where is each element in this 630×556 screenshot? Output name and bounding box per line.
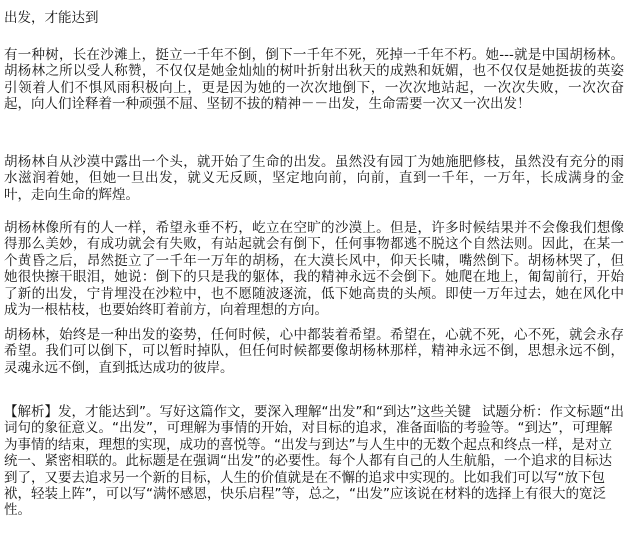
analysis-section	[4, 404, 624, 519]
essay-paragraph-3: 胡杨林像所有的人一样，希望永垂不朽，屹立在空旷的沙漠上。但是，许多时候结果并不会像我们想像得那么美妙，有成功就会有失败，有站起就会有倒下，任何事物都逃不脱这个自然法则。因此，在某一个黄昏之后，昂然挺立了一千年一万年的胡杨，在大漠长风中，仰天长啸，嘴然倒下。胡杨林哭了，但她很快擦干眼泪，她说：倒下的只是我的躯体，我的精神永远不会倒下。她爬在地上，匍匐前行，开始了新的出发，宁肯埋没在沙粒中，也不愿随波逐流，低下她高贵的头颅。即使一万年过去，她在风化中成为一根枯枝，也要始终盯着前方，向着理想的方向。	[4, 220, 624, 319]
essay-paragraph-2: 胡杨林自从沙漠中露出一个头，就开始了生命的出发。虽然没有园丁为她施肥修枝，虽然没有充分的雨水滋润着她，但她一旦出发，就义无反顾，坚定地向前，向前，直到一千年，一万年，长成满身的金叶，走向生命的辉煌。	[4, 154, 624, 203]
analysis-body: 发，才能达到”。写好这篇作文，要深入理解“出发”和“到达”这些关键词句的象征意义。“出发”，可理解为事情的开始，对目标的追求，准备面临的考验等。“到达”，可理解为事情的结束，理想的实现，成功的喜悦等。“出发与到达”与人生中的无数个起点和终点一样，是对立统一、紧密相联的。此标题是在强调“出发”的必要性。每个人都有自己的人生航船，一个追求的目标达到了，又要去追求另一个新的目标，人生的价值就是在不懈的追求中实现的。比如我们可以写“放下包袱，轻装上阵”，可以写“满怀感恩，快乐启程”等，总之，“出发”应该说在材料的选择上有很大的宽泛性。	[4, 404, 613, 519]
essay-title: 出发，才能达到	[4, 10, 99, 26]
essay-paragraph-1: 有一种树，长在沙滩上，挺立一千年不倒，倒下一千年不死，死掉一千年不朽。她---就是中国胡杨林。胡杨林之所以受人称赞，不仅仅是她金灿灿的树叶折射出秋天的成熟和妩媚，也不仅仅是她挺拔的英姿引领着人们不惧风雨积极向上，更是因为她的一次次地倒下，一次次地站起，一次次失败，一次次奋起，向人们诠释着一种顽强不屈、坚韧不拔的精神－－出发，生命需要一次又一次出发！	[4, 47, 624, 113]
essay-paragraph-4: 胡杨林，始终是一种出发的姿势，任何时候，心中都装着希望。希望在，心就不死，心不死，就会永存希望。我们可以倒下，可以暂时掉队，但任何时候都要像胡杨林那样，精神永远不倒，思想永远不倒，灵魂永远不倒，直到抵达成功的彼岸。	[4, 327, 624, 376]
analysis-label: 【解析】	[4, 404, 58, 420]
analysis-hint: 试题分析：作文标题“出	[482, 404, 624, 420]
